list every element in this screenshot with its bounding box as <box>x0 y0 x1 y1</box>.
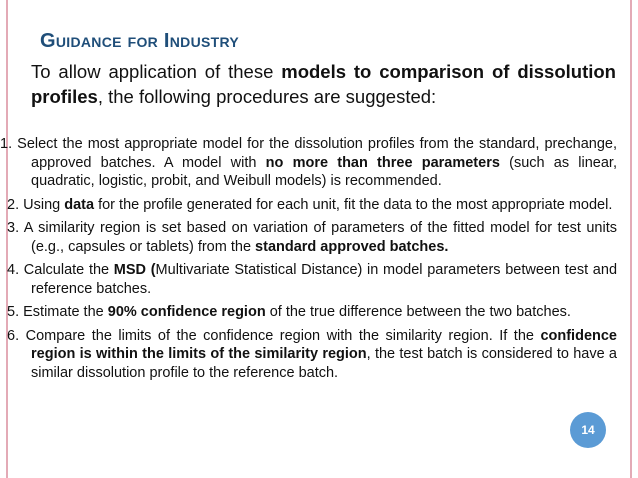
step-text: A similarity region is set based on variation of parameters of the fitted model for test units (e.g., capsules or tablets) from the <box>23 220 617 255</box>
step-number: 2. <box>7 196 20 213</box>
step-text: , the test batch is considered to have a similar dissolution profile to the reference batch. <box>31 346 617 381</box>
step-text: Using <box>23 196 65 213</box>
step-text: (such as linear, quadratic, logistic, probit, and Weibull models) is recommended. <box>31 154 617 189</box>
slide-title: Guidance for Industry <box>40 30 240 52</box>
step-number: 5. <box>7 304 20 320</box>
step-text: for the profile generated for each unit, fit the data to the most appropriate model. <box>94 196 613 213</box>
procedure-step-2 <box>0 196 617 215</box>
procedure-step-6 <box>0 327 617 383</box>
intro-text-start: To allow application of these <box>31 61 282 82</box>
step-emphasis: no more than three parameters <box>265 154 500 171</box>
procedure-step-5 <box>0 303 617 322</box>
procedure-list <box>0 135 617 387</box>
step-text: Select the most appropriate model for the dissolution profiles from the standard, prechange, approved batches. A model with <box>17 136 618 171</box>
step-emphasis: standard approved batches. <box>255 238 449 255</box>
intro-paragraph <box>31 59 616 109</box>
step-text: of the true difference between the two batches. <box>265 304 571 320</box>
procedure-step-4 <box>0 261 617 298</box>
procedure-step-3 <box>0 219 617 256</box>
step-number: 4. <box>7 262 20 278</box>
intro-bold-text: models to comparison of dissolution profiles <box>31 61 616 107</box>
step-emphasis: data <box>64 196 95 213</box>
step-emphasis: confidence region is within the limits of the similarity region <box>31 327 617 362</box>
step-number: 3. <box>7 220 20 236</box>
step-text: Multivariate Statistical Distance) in model parameters between test and reference batches. <box>31 262 618 297</box>
procedure-step-1 <box>0 135 617 191</box>
step-emphasis: 90% confidence region <box>107 304 266 320</box>
slide-border-right <box>630 0 632 478</box>
step-text: Calculate the <box>23 262 114 278</box>
intro-text-end: , the following procedures are suggested: <box>97 86 437 107</box>
step-number: 1. <box>0 136 13 152</box>
step-text: Compare the limits of the confidence region with the similarity region. If the <box>25 327 541 344</box>
step-emphasis: MSD ( <box>113 262 156 278</box>
step-number: 6. <box>7 327 20 344</box>
step-text: Estimate the <box>23 304 108 320</box>
page-number-badge: 14 <box>570 412 606 448</box>
